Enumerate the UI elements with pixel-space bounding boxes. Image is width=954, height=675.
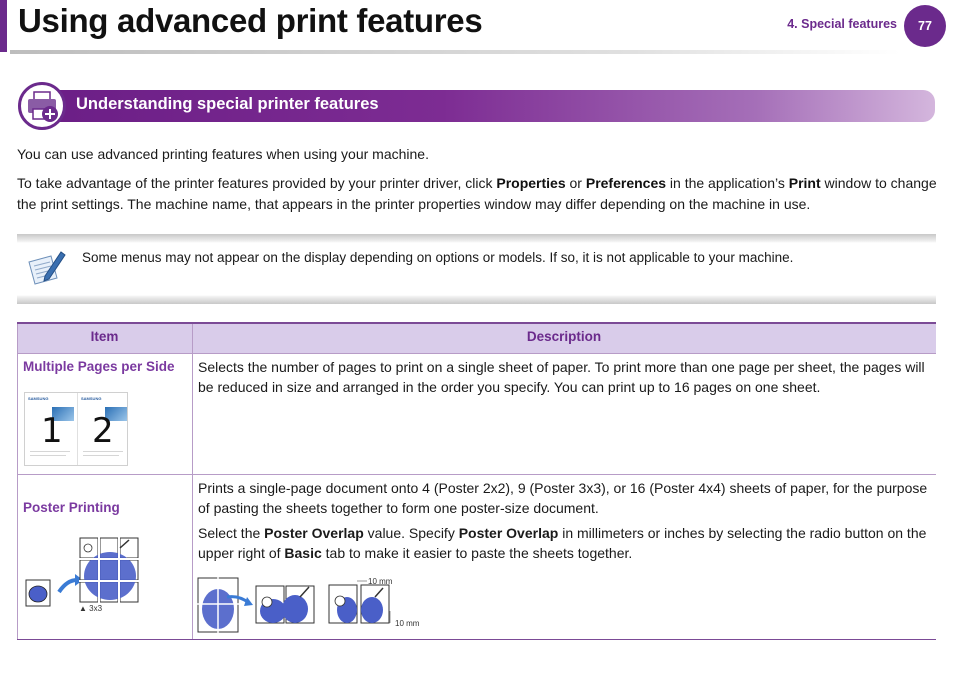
intro-paragraph-2: To take advantage of the printer features provided by your printer driver, click Properties or Preferences in the application’s Print window to change the print settings. The machine name, that appears in the printer properties window may differ depending on the machine in use. — [17, 175, 937, 212]
item-multiple-pages-per-side: Multiple Pages per Side — [23, 359, 175, 374]
poster-overlap-term-1: Poster Overlap — [264, 525, 364, 541]
note-bottom-border — [17, 295, 936, 304]
thumbnail-page-divider — [77, 393, 78, 465]
table-header-item: Item — [90, 329, 119, 344]
title-divider — [10, 50, 900, 54]
note-top-border — [17, 234, 936, 243]
note-pencil-icon — [25, 248, 67, 293]
intro-paragraph-1: You can use advanced printing features when using your machine. — [17, 146, 429, 162]
overlap-label-right: 10 mm — [395, 619, 420, 628]
table-bottom-border — [17, 639, 936, 640]
properties-term: Properties — [496, 175, 566, 191]
description-poster-printing-1: Prints a single-page document onto 4 (Poster 2x2), 9 (Poster 3x3), or 16 (Poster 4x4) sheets of paper, for the purpose of pasting the sheets together to form one poster-size document. — [198, 480, 928, 516]
thumbnail-brand-left: SAMSUNG — [28, 396, 49, 401]
thumbnail-brand-right: SAMSUNG — [81, 396, 102, 401]
page-number-badge: 77 — [904, 5, 946, 47]
poster-overlap-term-2: Poster Overlap — [458, 525, 559, 541]
note-text: Some menus may not appear on the display depending on options or models. If so, it is not applicable to your machine. — [82, 250, 794, 265]
thumbnail-page-1: 1 — [41, 411, 63, 451]
poster-overlap-diagram — [197, 577, 397, 635]
description-multiple-pages: Selects the number of pages to print on a single sheet of paper. To print more than one page per sheet, the pages will be reduced in size and arranged in the order you specify. You can print up to 16 pages on one sheet. — [198, 359, 925, 395]
table-left-border — [17, 324, 18, 640]
table-header-description: Description — [526, 329, 602, 344]
page-title: Using advanced print features — [18, 2, 483, 39]
multiple-pages-thumbnail — [24, 392, 128, 466]
printer-plus-icon — [18, 82, 66, 130]
section-title: Understanding special printer features — [76, 95, 379, 113]
table-row-divider — [17, 474, 936, 475]
thumbnail-page-2: 2 — [92, 411, 114, 451]
table-column-divider — [192, 324, 193, 640]
poster-size-label: ▲ 3x3 — [79, 604, 103, 613]
chapter-label[interactable]: 4. Special features — [787, 17, 897, 31]
header-accent-bar — [0, 0, 7, 52]
table-header-divider — [17, 353, 936, 354]
basic-tab-term: Basic — [284, 545, 322, 561]
print-term: Print — [788, 175, 821, 191]
description-poster-printing-2: Select the Poster Overlap value. Specify Poster Overlap in millimeters or inches by selecting the radio button on the upper right of Basic tab to make it easier to paste the sheets together. — [198, 525, 927, 561]
item-poster-printing: Poster Printing — [23, 500, 120, 515]
preferences-term: Preferences — [585, 175, 667, 191]
overlap-label-top: 10 mm — [368, 577, 393, 586]
